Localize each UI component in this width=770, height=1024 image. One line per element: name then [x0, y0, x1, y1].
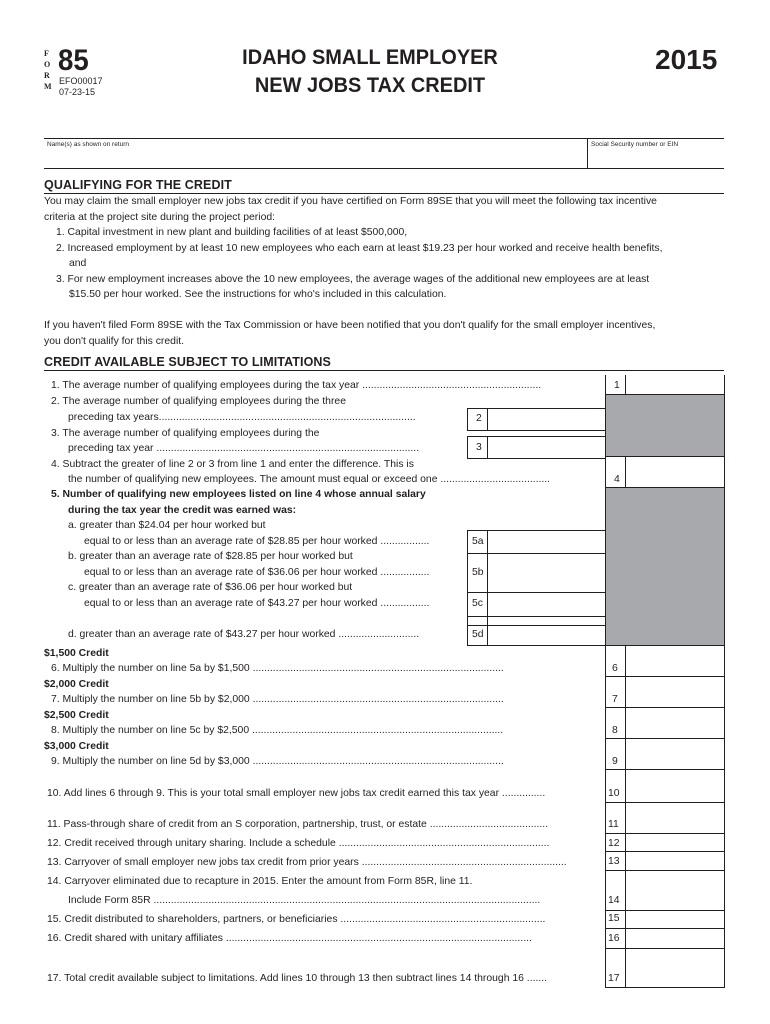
line-number: 6	[612, 663, 618, 674]
credit-tier-label: $2,500 Credit	[44, 710, 109, 721]
line-5c-field[interactable]	[489, 597, 605, 616]
divider	[44, 138, 724, 139]
credit-tier-label: $3,000 Credit	[44, 741, 109, 752]
line-2-text: preceding tax years.........................................................................................	[68, 412, 416, 423]
line-number: 15	[608, 913, 620, 924]
line-9-text: 9. Multiply the number on line 5d by $3,000 .......................................................................................	[51, 756, 504, 767]
line-10-text: 10. Add lines 6 through 9. This is your total small employer new jobs tax credit earned this tax year ...............	[47, 788, 546, 799]
line-number: 14	[608, 895, 620, 906]
line-5d-field[interactable]	[489, 626, 605, 645]
line-number: 8	[612, 725, 618, 736]
line-number: 5b	[472, 567, 484, 578]
line-2-text: 2. The average number of qualifying employees during the three	[51, 396, 346, 407]
column-divider	[467, 530, 468, 645]
line-number: 5d	[472, 629, 484, 640]
column-divider	[625, 375, 626, 987]
line-5b-text: b. greater than an average rate of $28.85 per hour worked but	[68, 551, 353, 562]
column-divider	[605, 375, 606, 987]
line-number: 11	[608, 819, 619, 830]
line-5b-field[interactable]	[489, 570, 605, 592]
form-number: 85	[58, 44, 89, 77]
line-number: 9	[612, 756, 618, 767]
line-13-text: 13. Carryover of small employer new jobs tax credit from prior years .......................................................................	[47, 857, 567, 868]
column-divider	[467, 436, 468, 458]
line-4-text: the number of qualifying new employees. The amount must equal or exceed one ......................................	[68, 474, 551, 485]
line-15-field[interactable]	[627, 911, 723, 928]
section-heading-qualifying: QUALIFYING FOR THE CREDIT	[44, 178, 232, 192]
column-divider	[487, 408, 488, 430]
divider	[587, 138, 588, 168]
line-number: 7	[612, 694, 618, 705]
line-2-field[interactable]	[489, 409, 605, 430]
column-divider	[487, 530, 488, 645]
shaded-area	[606, 394, 724, 456]
credit-tier-label: $1,500 Credit	[44, 648, 109, 659]
box-line	[605, 802, 725, 803]
line-16-text: 16. Credit shared with unitary affiliates ..........................................................................................................	[47, 933, 532, 944]
line-number: 10	[608, 788, 620, 799]
form-code: EFO00017 07-23-15	[59, 76, 103, 97]
line-5b-text: equal to or less than an average rate of $36.06 per hour worked .................	[84, 567, 430, 578]
line-13-field[interactable]	[627, 852, 723, 870]
box-line	[605, 870, 725, 871]
line-12-text: 12. Credit received through unitary sharing. Include a schedule .........................................................................	[47, 838, 550, 849]
line-5a-text: a. greater than $24.04 per hour worked but	[68, 520, 266, 531]
line-1-field[interactable]	[627, 375, 723, 394]
line-5d-text: d. greater than an average rate of $43.27 per hour worked ............................	[68, 629, 420, 640]
line-14-field[interactable]	[627, 890, 723, 910]
box-line	[605, 948, 725, 949]
line-number: 2	[476, 413, 482, 424]
line-5c-text: c. greater than an average rate of $36.06 per hour worked but	[68, 582, 353, 593]
box-line	[467, 553, 606, 554]
line-number: 3	[476, 442, 482, 453]
line-7-field[interactable]	[627, 677, 723, 707]
box-line	[605, 394, 725, 395]
line-number: 16	[608, 933, 620, 944]
line-1-text: 1. The average number of qualifying employees during the tax year ..............................................................	[51, 380, 542, 391]
line-15-text: 15. Credit distributed to shareholders, partners, or beneficiaries .......................................................................	[47, 914, 546, 925]
line-4-text: 4. Subtract the greater of line 2 or 3 from line 1 and enter the difference. This is	[51, 459, 414, 470]
ssn-field[interactable]	[589, 150, 723, 168]
section-heading-credit: CREDIT AVAILABLE SUBJECT TO LIMITATIONS	[44, 355, 331, 369]
column-divider	[487, 436, 488, 458]
line-14-text: Include Form 85R ......................................................................................................................................	[68, 895, 541, 906]
line-3-field[interactable]	[489, 437, 605, 458]
line-11-field[interactable]	[627, 812, 723, 833]
line-17-text: 17. Total credit available subject to limitations. Add lines 10 through 13 then subtract lines 14 through 16 .......	[47, 973, 548, 984]
line-5c-text: equal to or less than an average rate of $43.27 per hour worked .................	[84, 598, 430, 609]
line-11-text: 11. Pass-through share of credit from an S corporation, partnership, trust, or estate .........................................	[47, 819, 549, 830]
column-divider	[724, 375, 725, 987]
qualifying-text: You may claim the small employer new jobs tax credit if you have certified on Form 89SE that you will meet the following tax incentive criteria at the project site during the project period: 1. Capital investment in new plant and building facilities of at least $500,000, 2. Increased employment by at least 10 new employees who each earn at least $19.23 per hour worked and receive health benefits, and 3. For new employment increases above the 10 new employees, the average wages of the additional new employees are at least $15.50 per hour worked. See the instructions for who's included in this calculation.	[44, 196, 663, 300]
form-letters: F O R M	[44, 49, 52, 91]
box-line	[605, 487, 725, 488]
line-9-field[interactable]	[627, 739, 723, 769]
line-8-field[interactable]	[627, 708, 723, 738]
box-line	[467, 616, 606, 617]
names-label: Name(s) as shown on return	[47, 141, 130, 148]
page-title: IDAHO SMALL EMPLOYER NEW JOBS TAX CREDIT	[242, 46, 498, 97]
line-14-text: 14. Carryover eliminated due to recapture in 2015. Enter the amount from Form 85R, line 11.	[47, 876, 473, 887]
box-line	[467, 645, 606, 646]
line-7-text: 7. Multiply the number on line 5b by $2,000 .......................................................................................	[51, 694, 504, 705]
line-number: 5c	[472, 598, 483, 609]
line-6-text: 6. Multiply the number on line 5a by $1,500 .......................................................................................	[51, 663, 504, 674]
divider	[44, 168, 724, 169]
box-line	[467, 592, 606, 593]
line-number: 5a	[472, 536, 484, 547]
line-number: 17	[608, 973, 620, 984]
tax-year: 2015	[655, 44, 718, 75]
line-5-text: during the tax year the credit was earned was:	[68, 505, 297, 516]
shaded-area	[606, 487, 724, 645]
line-17-field[interactable]	[627, 968, 723, 987]
column-divider	[467, 408, 468, 430]
divider	[44, 370, 724, 371]
box-line	[605, 987, 725, 988]
line-3-text: preceding tax year ...........................................................................................	[68, 443, 420, 454]
ssn-label: Social Security number or EIN	[591, 141, 679, 148]
box-line	[467, 458, 606, 459]
line-5-text: 5. Number of qualifying new employees listed on line 4 whose annual salary	[51, 489, 426, 500]
line-number: 13	[608, 856, 620, 867]
credit-tier-label: $2,000 Credit	[44, 679, 109, 690]
qualifying-note: If you haven't filed Form 89SE with the Tax Commission or have been notified that you don't qualify for the small employer incentives, you don't qualify for this credit.	[44, 320, 656, 347]
line-4-field[interactable]	[627, 457, 723, 487]
line-8-text: 8. Multiply the number on line 5c by $2,500 .......................................................................................	[51, 725, 504, 736]
line-5a-text: equal to or less than an average rate of $28.85 per hour worked .................	[84, 536, 430, 547]
names-field[interactable]	[44, 150, 586, 168]
line-3-text: 3. The average number of qualifying employees during the	[51, 428, 320, 439]
box-line	[467, 430, 606, 431]
line-number: 1	[614, 380, 620, 391]
line-5a-field[interactable]	[489, 531, 605, 553]
line-number: 4	[614, 474, 620, 485]
line-number: 12	[608, 838, 620, 849]
line-12-field[interactable]	[627, 834, 723, 851]
line-16-field[interactable]	[627, 929, 723, 948]
line-6-field[interactable]	[627, 646, 723, 676]
line-10-field[interactable]	[627, 770, 723, 802]
